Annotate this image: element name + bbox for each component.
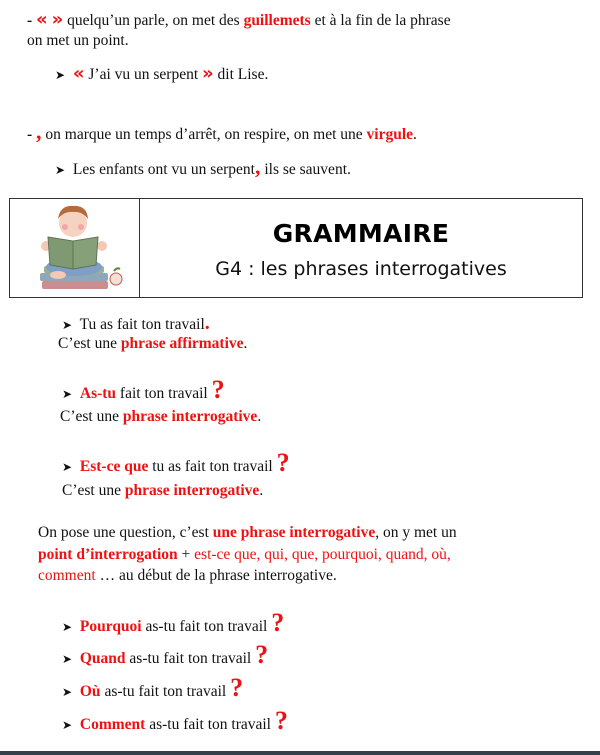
bottom-bar (0, 751, 600, 755)
guillemets-rule-line2: on met un point. (27, 32, 129, 49)
bullet-arrow-icon: ➤ (55, 163, 66, 177)
bullet-arrow-icon: ➤ (62, 620, 73, 634)
virgule-rule (27, 119, 417, 145)
bullet-arrow-icon: ➤ (55, 68, 66, 82)
keyword: Est-ce que (79, 458, 149, 475)
guillemets-rule-line1 (27, 9, 451, 30)
keyword: Où (79, 683, 101, 700)
bullet-arrow-icon: ➤ (62, 652, 73, 666)
header-title-cell (140, 199, 582, 297)
question-mark-symbol: ? (271, 608, 285, 637)
rule-line3 (38, 567, 337, 585)
question-example-comment (62, 706, 288, 735)
question-mark-symbol: ? (276, 448, 290, 477)
text: ils se sauvent. (260, 161, 351, 178)
question-example-ou (62, 673, 244, 702)
keyword-virgule: virgule (366, 126, 414, 143)
virgule-example (55, 154, 351, 180)
keyword: une phrase interrogative (212, 524, 376, 541)
guillemet-open-symbol: « (36, 9, 48, 30)
text: as-tu fait ton travail (100, 683, 231, 700)
example-est-ce-que (62, 448, 290, 477)
period-symbol: . (204, 312, 210, 334)
bullet-arrow-icon: ➤ (62, 718, 73, 732)
text: On pose une question, c’est (38, 524, 213, 541)
comma-symbol: , (254, 154, 261, 179)
keyword: phrase interrogative (122, 408, 258, 425)
lesson-header-box (9, 198, 583, 298)
keyword: point d’interrogation (38, 546, 178, 563)
text: C’est une (60, 408, 123, 425)
keyword: phrase interrogative (124, 482, 260, 499)
rule-line2 (38, 546, 451, 564)
example-inversion-explanation (60, 408, 261, 426)
text: C’est une (58, 335, 121, 352)
keyword: phrase affirmative (120, 335, 244, 352)
text: fait ton travail (116, 385, 212, 402)
example-inversion (62, 375, 225, 404)
question-words: comment (38, 567, 96, 584)
text: C’est une (62, 482, 125, 499)
text: Les enfants ont vu un serpent (72, 161, 255, 178)
example-affirmative-explanation (58, 335, 247, 353)
text: , on y met un (375, 524, 457, 541)
bullet-arrow-icon: ➤ (62, 685, 73, 699)
question-mark-symbol: ? (274, 706, 288, 735)
text: as-tu fait ton travail (125, 650, 256, 667)
guillemets-example (55, 63, 268, 84)
keyword: Pourquoi (79, 618, 142, 635)
text: . (259, 482, 264, 499)
question-words: est-ce que, qui, que, pourquoi, quand, où, (194, 546, 451, 563)
lesson-subtitle: G4 : les phrases interrogatives (215, 258, 507, 280)
example-est-ce-que-explanation (62, 482, 263, 500)
text: et à la fin de la phrase (310, 12, 451, 29)
keyword: Quand (79, 650, 126, 667)
text: as-tu fait ton travail (145, 716, 275, 733)
text: . (243, 335, 248, 352)
text: quelqu’un parle, on met des (63, 12, 244, 29)
keyword-guillemets: guillemets (243, 12, 311, 29)
comma-symbol: , (36, 119, 42, 144)
text: + (177, 546, 195, 563)
keyword: As-tu (79, 385, 117, 402)
text: . (413, 126, 417, 143)
header-image-cell (10, 199, 140, 297)
question-mark-symbol: ? (211, 375, 225, 404)
question-mark-symbol: ? (255, 640, 269, 669)
question-mark-symbol: ? (230, 673, 244, 702)
example-affirmative (62, 312, 210, 335)
question-example-quand (62, 640, 269, 669)
guillemet-close-symbol: » (51, 9, 64, 30)
text: . (257, 408, 262, 425)
bullet-arrow-icon: ➤ (62, 460, 73, 474)
text: J’ai vu un serpent (84, 66, 203, 83)
text: dit Lise. (213, 66, 269, 83)
text: … au début de la phrase interrogative. (95, 567, 337, 584)
text: tu as fait ton travail (148, 458, 277, 475)
bullet-arrow-icon: ➤ (62, 387, 73, 401)
bullet-arrow-icon: ➤ (62, 318, 73, 332)
lesson-title: GRAMMAIRE (272, 219, 450, 248)
guillemet-close-symbol: » (202, 63, 214, 84)
text: on marque un temps d’arrêt, on respire, on met une (41, 126, 367, 143)
dash: - (27, 12, 33, 29)
child-reading-book-icon (10, 199, 139, 297)
text: as-tu fait ton travail (141, 618, 272, 635)
guillemet-open-symbol: « (72, 63, 85, 84)
rule-line1 (38, 524, 457, 542)
text: Tu as fait ton travail (79, 316, 205, 333)
question-example-pourquoi (62, 608, 285, 637)
keyword: Comment (79, 716, 146, 733)
dash: - (27, 126, 33, 143)
